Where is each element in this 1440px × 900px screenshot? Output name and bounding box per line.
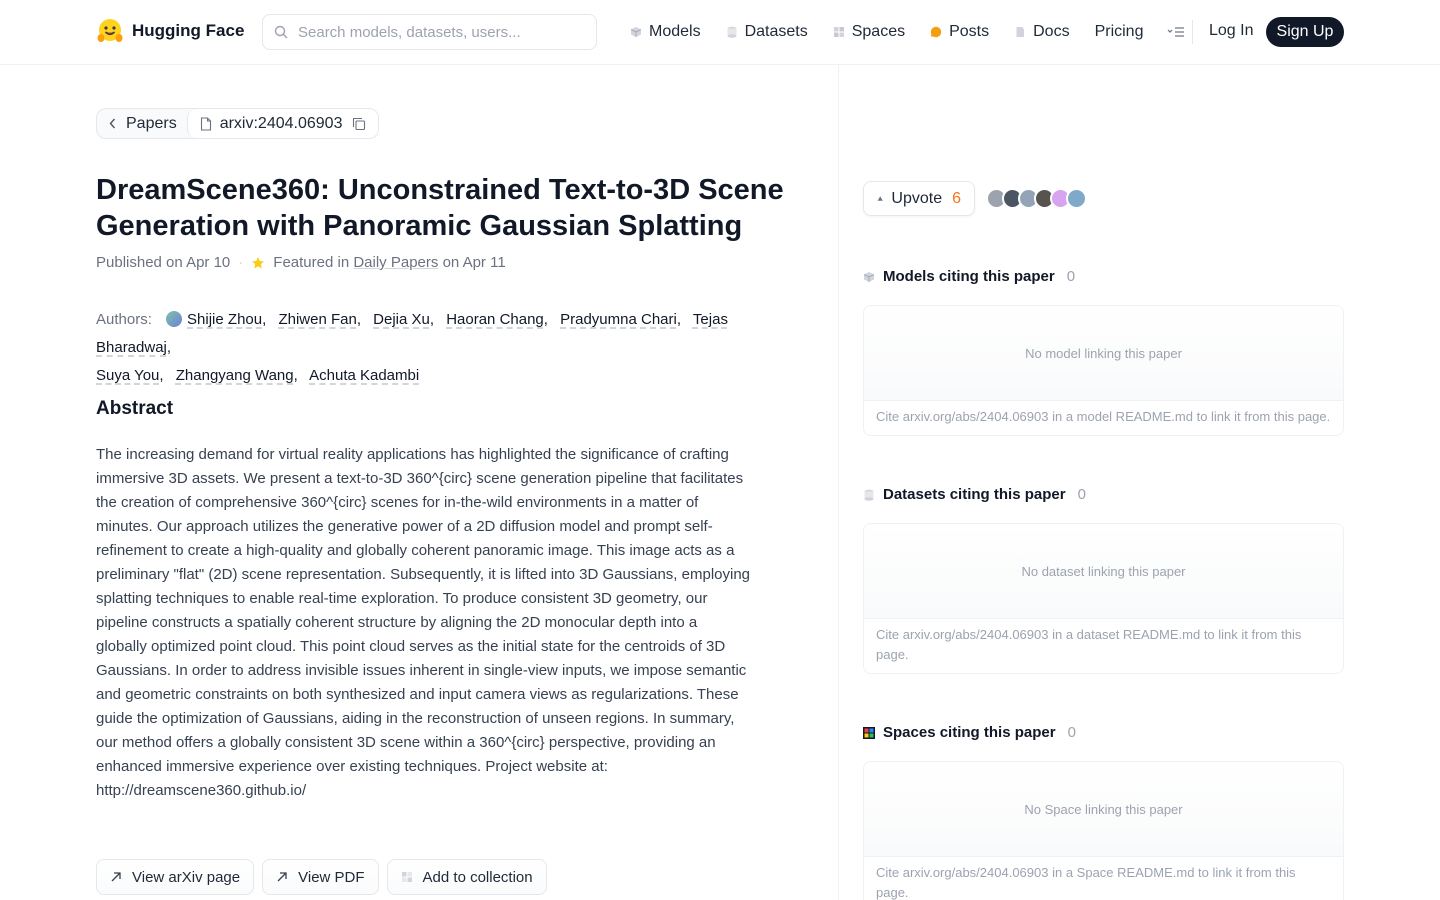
- nav-link-models[interactable]: [630, 23, 701, 41]
- nav-link-spaces[interactable]: [833, 23, 905, 41]
- search-box[interactable]: [262, 14, 597, 50]
- section-count: 0: [1077, 486, 1086, 503]
- author-link[interactable]: Zhiwen Fan: [278, 311, 357, 328]
- button-label: View arXiv page: [132, 868, 241, 886]
- upvote-count: 6: [952, 189, 961, 207]
- cite-hint: Cite arxiv.org/abs/2404.06903 in a dataset README.md to link it from this page.: [876, 627, 1302, 662]
- author-link[interactable]: Tejas Bharadwaj: [96, 311, 728, 356]
- view-arxiv-button[interactable]: [96, 859, 254, 895]
- nav-link-label: Models: [649, 23, 701, 40]
- paper-id-chip: [187, 109, 379, 138]
- abstract-heading: Abstract: [96, 398, 174, 419]
- nav-link-pricing[interactable]: [1095, 23, 1144, 41]
- author-link[interactable]: Pradyumna Chari: [560, 311, 677, 328]
- top-nav: [0, 0, 1440, 65]
- empty-state: No Space linking this paper: [864, 762, 1343, 857]
- collection-icon: [401, 871, 413, 883]
- author-link[interactable]: Zhangyang Wang: [175, 367, 294, 384]
- paper-id: arxiv:2404.06903: [219, 114, 343, 132]
- voter-avatars[interactable]: [986, 188, 1087, 209]
- abstract-text: The increasing demand for virtual reality applications has highlighted the significance of crafting immersive 3D assets. We present a text-to-3D 360^{circ} scene generation pipeline that facilitates the creation of comprehensive 360^{circ} scenes for in-the-wild environments in a matter of minutes. Our approach utilizes the generative power of a 2D diffusion model and prompt self-refinement to create a high-quality and globally coherent panoramic image. This image acts as a preliminary "flat" (2D) scene representation. Subsequently, it is lifted into 3D Gaussians, employing splatting techniques to enable real-time exploration. To produce consistent 3D geometry, our pipeline constructs a spatially coherent structure by aligning the 2D monocular depth into a globally optimized point cloud. This point cloud serves as the initial state for the centroids of 3D Gaussians. In order to address invisible issues inherent in single-view inputs, we impose semantic and geometric constraints on both synthesized and input camera views as regularizations. These guide the optimization of Gaussians, aiding in the reconstruction of unseen regions. In summary, our method offers a globally consistent 3D scene within a 360^{circ} perspective, providing an enhanced immersive experience over existing techniques. Project website at: http://dreamscene360.github.io/: [96, 446, 751, 799]
- add-to-collection-button[interactable]: [387, 859, 547, 895]
- database-icon: [863, 489, 875, 501]
- datasets-citing-heading: [863, 486, 1086, 503]
- cite-hint: Cite arxiv.org/abs/2404.06903 in a Space README.md to link it from this page.: [876, 865, 1296, 900]
- cube-icon: [863, 271, 875, 283]
- section-count: 0: [1067, 724, 1076, 741]
- copy-icon[interactable]: [352, 117, 366, 131]
- paper-meta: [96, 254, 506, 271]
- author-link[interactable]: Shijie Zhou: [187, 311, 263, 328]
- nav-divider: [1192, 20, 1193, 44]
- section-title: Spaces citing this paper: [883, 724, 1056, 741]
- back-to-papers-link[interactable]: [97, 109, 187, 138]
- author-link[interactable]: Suya You: [96, 367, 160, 384]
- database-icon: [726, 26, 738, 38]
- breadcrumb-papers-label: Papers: [126, 114, 177, 132]
- nav-link-label: Posts: [949, 23, 990, 40]
- cite-hint: Cite arxiv.org/abs/2404.06903 in a model README.md to link it from this page.: [876, 409, 1331, 424]
- cube-icon: [630, 26, 642, 38]
- upvote-button[interactable]: [863, 181, 975, 216]
- button-label: Add to collection: [422, 868, 533, 886]
- empty-state: No model linking this paper: [864, 306, 1343, 401]
- nav-link-label: Spaces: [851, 23, 906, 40]
- paper-actions: [96, 859, 547, 895]
- chevron-left-icon: [109, 118, 116, 129]
- brand-name: Hugging Face: [132, 21, 245, 40]
- search-icon: [274, 25, 288, 39]
- nav-link-label: Docs: [1033, 23, 1070, 40]
- view-pdf-button[interactable]: [262, 859, 378, 895]
- external-arrow-icon: [276, 871, 288, 883]
- signup-button[interactable]: Sign Up: [1266, 17, 1344, 47]
- featured-line: [273, 254, 505, 271]
- menu-list-icon: [1167, 26, 1185, 38]
- avatar: [1066, 188, 1087, 209]
- authors-label: Authors:: [96, 311, 152, 328]
- spaces-grid-icon: [863, 727, 875, 739]
- nav-link-label: Pricing: [1094, 23, 1144, 40]
- button-label: View PDF: [298, 868, 365, 886]
- published-date: Published on Apr 10: [96, 254, 231, 271]
- empty-state: No dataset linking this paper: [864, 524, 1343, 619]
- models-citing-heading: [863, 268, 1075, 285]
- authors-list: Authors: Shijie Zhou, Zhiwen Fan, Dejia Xu, Haoran Chang, Pradyumna Chari, Tejas Bharadwaj, Suya You, Zhangyang Wang, Achuta Kadambi: [96, 311, 728, 384]
- daily-papers-link[interactable]: Daily Papers: [353, 254, 439, 271]
- login-link[interactable]: Log In: [1209, 22, 1254, 39]
- breadcrumb: [96, 108, 379, 139]
- search-input[interactable]: [298, 24, 578, 41]
- featured-suffix: on Apr 11: [442, 254, 506, 271]
- nav-links: [630, 20, 1186, 44]
- star-icon: [251, 256, 265, 270]
- brand-logo[interactable]: [96, 17, 244, 45]
- external-arrow-icon: [110, 871, 122, 883]
- upvote-label: Upvote: [891, 189, 943, 207]
- section-title: Models citing this paper: [883, 268, 1055, 285]
- nav-link-posts[interactable]: [930, 23, 989, 41]
- avatar: [166, 311, 182, 327]
- author-link[interactable]: Dejia Xu: [373, 311, 430, 328]
- featured-prefix: Featured in: [273, 254, 350, 271]
- nav-link-docs[interactable]: [1014, 23, 1069, 41]
- document-icon: [1014, 26, 1026, 38]
- hugging-face-logo-icon: [96, 17, 124, 45]
- more-menu-button[interactable]: [1166, 24, 1186, 40]
- triangle-up-icon: [877, 194, 883, 203]
- models-citing-card: [863, 305, 1344, 436]
- chat-bubble-icon: [930, 26, 942, 38]
- section-count: 0: [1066, 268, 1076, 285]
- author-link[interactable]: Haoran Chang: [446, 311, 544, 328]
- paper-title: DreamScene360: Unconstrained Text-to-3D Scene Generation with Panoramic Gaussian Splatting: [96, 174, 784, 242]
- file-icon: [200, 117, 212, 131]
- author-link[interactable]: Achuta Kadambi: [309, 367, 420, 384]
- spaces-citing-card: [863, 761, 1344, 900]
- nav-link-datasets[interactable]: [726, 23, 808, 41]
- column-divider: [838, 65, 839, 900]
- grid-icon: [833, 26, 845, 38]
- meta-separator: ·: [238, 254, 244, 271]
- spaces-citing-heading: [863, 724, 1076, 741]
- datasets-citing-card: [863, 523, 1344, 674]
- nav-link-label: Datasets: [744, 23, 808, 40]
- section-title: Datasets citing this paper: [883, 486, 1066, 503]
